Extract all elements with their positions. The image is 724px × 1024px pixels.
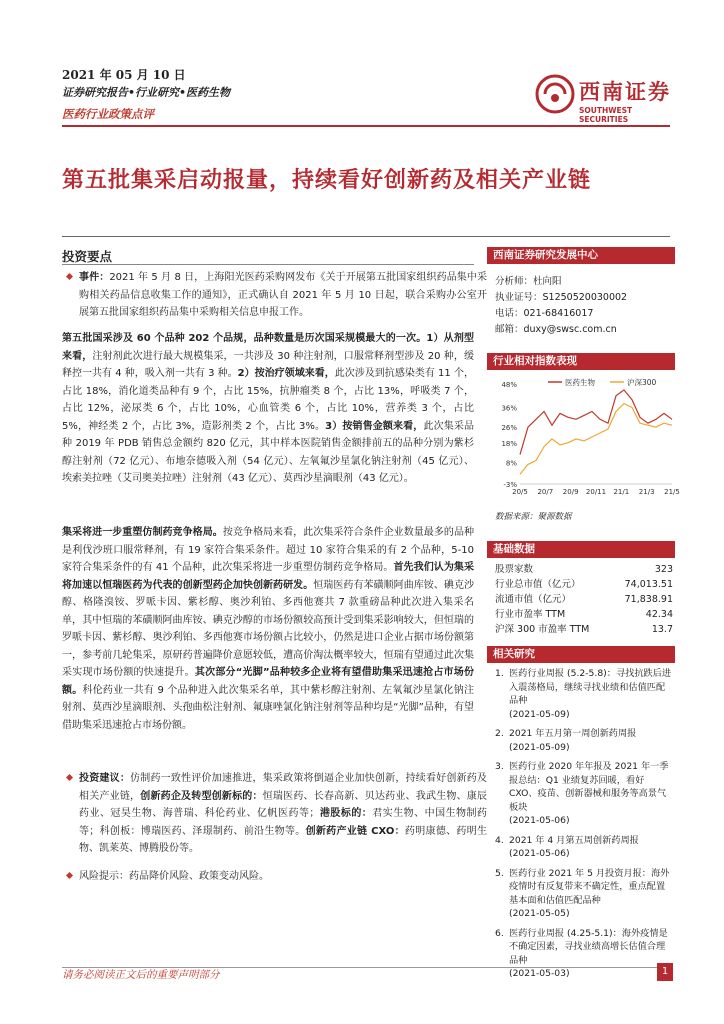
related-research-item[interactable]	[495, 667, 673, 721]
series-line-0	[520, 390, 672, 455]
y-tick-label: 18%	[501, 439, 517, 448]
bullet-icon	[66, 774, 73, 781]
related-research-item[interactable]	[495, 834, 673, 861]
report-type: 医药行业政策点评	[62, 107, 154, 121]
analyst-email[interactable]: 邮箱：duxy@swsc.com.cn	[495, 324, 617, 335]
analyst-phone: 电话：021-68416017	[495, 308, 594, 319]
legend-label: 医药生物	[565, 378, 595, 387]
related-research-title: 医药行业周报 (4.25-5.1)：海外疫情是不确定因素，寻找业绩高增长估值合理品种	[509, 927, 668, 966]
key-data-value: 74,013.51	[624, 579, 673, 590]
disclaimer-link[interactable]: 请务必阅读正文后的重要声明部分	[62, 969, 220, 981]
y-tick-label: 26%	[501, 424, 517, 433]
key-data-value: 323	[654, 564, 673, 575]
chart-source: 数据来源：聚源数据	[495, 512, 572, 522]
risk-paragraph: 风险提示：药品降价风险、政策变动风险。	[66, 868, 487, 886]
legend-label: 沪深300	[627, 378, 657, 387]
report-title: 第五批集采启动报量，持续看好创新药及相关产业链	[62, 167, 592, 193]
performance-bar: 行业相对指数表现	[487, 353, 675, 370]
related-research-date: (2021-05-09)	[509, 741, 570, 753]
key-data-label: 行业市盈率 TTM	[495, 609, 566, 620]
related-research-item[interactable]	[495, 760, 673, 828]
key-data-value: 13.7	[651, 624, 673, 635]
x-tick-label: 21/1	[613, 488, 630, 496]
title-rule	[62, 236, 670, 237]
related-research-item[interactable]	[495, 927, 673, 981]
bullet-icon	[66, 273, 73, 280]
x-tick-label: 20/11	[585, 488, 607, 496]
scope-paragraph: 第五批国采涉及 60 个品种 202 个品规，品种数量是历次国采规模最大的一次。1）从剂型来看，注射剂此次进行最大规模集采，一共涉及 30 种注射剂，口服常释剂型涉及 20 种，缓释控一共有 4 种，吸入剂一共有 3 种。2）按治疗领域来看，此次涉及到抗感染类有 11 个，占比 18%，消化道类品种有 9 个，占比 15%，抗肿瘤类 8 个，占比 13%，呼吸类 7 个，占比 12%，泌尿类 6 个，占比 10%，心血管类 6 个，占比 10%，营养类 3 个，占比 5%，神经类 2 个，占比 3%，造影剂类 2 个，占比 3%。3）按销售金额来看，此次集采品种 2019 年 PDB 销售总金额约 820 亿元，其中样本医院销售金额排前五的品种分别为紫杉醇注射剂（72 亿元）、布地奈德吸入剂（54 亿元）、左氧氟沙星氯化钠注射剂（45 亿元）、埃索美拉唑（艾司奥美拉唑）注射剂（43 亿元）、莫西沙星滴眼剂（43 亿元）。	[62, 333, 475, 484]
key-data-bar: 基础数据	[487, 541, 675, 558]
related-research-num: 6.	[495, 927, 504, 939]
y-tick-label: -3%	[503, 481, 517, 489]
key-data-value: 42.34	[645, 609, 673, 620]
related-research-date: (2021-05-03)	[509, 968, 570, 979]
key-data-row	[495, 592, 673, 607]
analyst-license: 执业证号：S1250520030002	[495, 292, 628, 303]
related-research-title: 2021 年 4 月第五周创新药周报	[509, 834, 639, 846]
investment-advice-paragraph: 投资建议：仿制药一致性评价加速推进，集采政策将倒逼企业加快创新，持续看好创新药及相关产业链，创新药企及转型创新标的：恒瑞医药、长春高新、贝达药业、我武生物、康辰药业、冠昊生物、海普瑞、科伦药业、亿帆医药等；港股标的：君实生物、中国生物制药等；科创板：博瑞医药、泽璟制药、前沿生物等。创新药产业链 CXO：药明康德、药明生物、凯莱英、博腾股份等。	[66, 770, 487, 858]
section-rule	[62, 264, 474, 265]
company-logo	[535, 70, 675, 124]
related-research-bar: 相关研究	[487, 646, 675, 663]
series-line-1	[520, 404, 672, 475]
logo-en: SOUTHWEST SECURITIES	[579, 106, 633, 124]
related-research-num: 4.	[495, 834, 504, 846]
related-research-item[interactable]	[495, 867, 673, 921]
key-data-row	[495, 562, 673, 577]
key-data-row	[495, 577, 673, 592]
key-data-row	[495, 622, 673, 637]
competition-paragraph: 集采将进一步重塑仿制药竞争格局。按竞争格局来看，此次集采符合条件企业数量最多的品种是利伐沙班口服常释剂，有 19 家符合集采条件。超过 10 家符合集采的有 2 个品种，5-10 家符合集采条件的有 41 个品种，此次集采将进一步重塑仿制药竞争格局。首先我们认为集采将加速以恒瑞医药为代表的创新型药企加快创新药研发。恒瑞医药有苯磺顺阿曲库铵、碘克沙醇、格隆溴铵、罗哌卡因、紫杉醇、奥沙利铂、多西他赛共 7 款重磅品种此次进入集采名单，其中恒瑞的苯磺顺阿曲库铵、碘克沙醇的市场份额较高预计受到集采影响较大，但恒瑞的罗哌卡因、紫杉醇、奥沙利铂、多西他赛市场份额占比较小，仍然是进口企业占据市场份额第一，参考前几轮集采，原研药普遍降价意愿较低，遭高价淘汰概率较大，恒瑞有望通过此次集采实现市场份额的快速提升。其次部分“光脚”品种较多企业将有望借助集采迅速抢占市场份额。科伦药业一共有 9 个品种进入此次集采名单，其中紫杉醇注射剂、左氧氟沙星氯化钠注射剂、莫西沙星滴眼剂、头孢曲松注射剂、氟康唑氯化钠注射剂等品种均是“光脚”品种，有望借助集采迅速抢占市场份额。	[62, 527, 475, 731]
key-data-label: 行业总市值（亿元）	[495, 579, 581, 590]
related-research-num: 2.	[495, 728, 504, 739]
related-research-list	[495, 667, 673, 987]
related-research-title: 医药行业 2020 年年报及 2021 年一季报总结：Q1 业绩复苏回暖，看好 CXO、疫苗、创新器械和服务等高景气板块	[509, 761, 669, 813]
header-rule	[62, 125, 670, 127]
key-data-label: 股票家数	[495, 564, 534, 575]
related-research-date: (2021-05-05)	[509, 908, 570, 919]
x-tick-label: 21/5	[664, 488, 680, 496]
page-number: 1	[657, 963, 673, 981]
related-research-num: 3.	[495, 761, 504, 772]
y-tick-label: 36%	[501, 404, 517, 413]
event-paragraph: 事件：2021 年 5 月 8 日，上海阳光医药采购网发布《关于开展第五批国家组织药品集中采购相关药品信息收集工作的通知》，正式确认自 2021 年 5 月 10 日起，联合采购办公室开展第五批国家组织药品集中采购相关信息申报工作。	[66, 269, 487, 322]
y-tick-label: 8%	[505, 459, 517, 468]
performance-chart	[490, 374, 680, 496]
related-research-date: (2021-05-06)	[509, 815, 570, 826]
key-data-label: 流通市值（亿元）	[495, 594, 572, 605]
key-data-value: 71,838.91	[624, 594, 673, 605]
x-tick-label: 20/5	[512, 488, 528, 496]
report-category: 证券研究报告•行业研究•医药生物	[62, 86, 231, 99]
related-research-num: 5.	[495, 867, 504, 879]
x-tick-label: 20/7	[537, 488, 554, 496]
key-data-table	[495, 562, 673, 637]
research-center-bar: 西南证券研究发展中心	[487, 247, 675, 264]
related-research-title: 医药行业周报 (5.2-5.8)：寻找抗跌后进入震荡格局，继续寻找业绩和估值匹配品种	[509, 668, 672, 706]
bullet-icon	[66, 872, 73, 879]
x-tick-label: 20/9	[562, 488, 579, 496]
related-research-date: (2021-05-09)	[509, 708, 570, 720]
related-research-title: 2021 年五月第一周创新药周报	[509, 728, 637, 739]
key-data-label: 沪深 300 市盈率 TTM	[495, 624, 590, 635]
related-research-num: 1.	[495, 668, 504, 679]
related-research-item[interactable]	[495, 727, 673, 754]
report-date: 2021 年 05 月 10 日	[62, 68, 186, 82]
key-data-row	[495, 607, 673, 622]
section-title: 投资要点	[62, 249, 113, 264]
logo-mark-icon	[535, 74, 575, 114]
x-tick-label: 21/3	[638, 488, 655, 496]
related-research-date: (2021-05-06)	[509, 848, 570, 859]
related-research-title: 医药行业 2021 年 5 月投资月报：海外疫情时有反复带来不确定性，重点配置基本面和估值匹配品种	[509, 867, 670, 906]
y-tick-label: 48%	[501, 381, 517, 389]
analyst-name: 分析师：杜向阳	[495, 276, 562, 287]
logo-cn: 西南证券	[579, 79, 671, 104]
